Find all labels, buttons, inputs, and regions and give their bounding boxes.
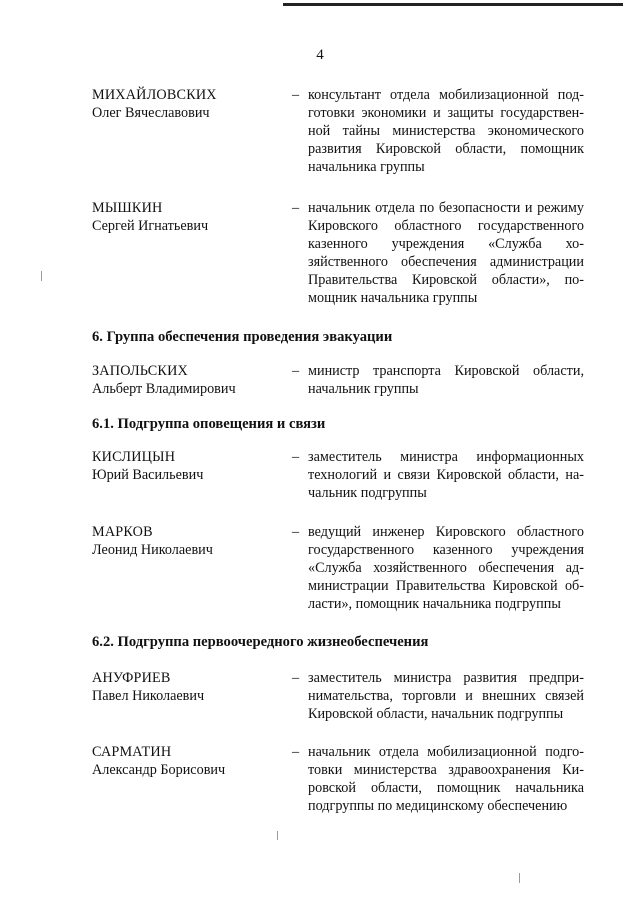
list-item [92, 743, 584, 815]
position-description: заместитель министра информационных технологий и связи Кировской области, начальник подгруппы [308, 449, 584, 501]
person-name [92, 448, 292, 484]
given-name: Олег Вячеславович [92, 105, 210, 121]
surname: КИСЛИЦЫН [92, 449, 176, 465]
document-body [92, 86, 584, 815]
section-heading: 6. Группа обеспечения проведения эвакуации [92, 329, 393, 345]
surname: МАРКОВ [92, 524, 153, 540]
dash-separator: – [292, 524, 300, 540]
section-heading: 6.2. Подгруппа первоочередного жизнеобеспечения [92, 634, 429, 650]
given-name: Юрий Васильевич [92, 467, 204, 483]
surname: МЫШКИН [92, 200, 163, 216]
surname: ЗАПОЛЬСКИХ [92, 363, 188, 379]
dash-separator: – [292, 449, 300, 465]
person-name [92, 743, 292, 779]
person-name [92, 199, 292, 235]
position-description: начальник отдела мобилизационной подготовки министерства здравоохранения Кировской области, помощник начальника подгруппы по медицинскому обеспечению [308, 744, 584, 814]
surname: САРМАТИН [92, 744, 172, 760]
person-name [92, 523, 292, 559]
person-name [92, 362, 292, 398]
dash-separator: – [292, 363, 300, 379]
given-name: Павел Николаевич [92, 688, 205, 704]
list-item [92, 199, 584, 307]
section-heading: 6.1. Подгруппа оповещения и связи [92, 416, 326, 432]
dash-separator: – [292, 744, 300, 760]
list-item [92, 362, 584, 398]
dash-separator: – [292, 87, 300, 103]
position-description: консультант отдела мобилизационной подготовки экономики и защиты государственной тайны министерства экономического развития Кировской области, помощник начальника группы [308, 87, 584, 175]
surname: МИХАЙЛОВСКИХ [92, 87, 217, 103]
given-name: Александр Борисович [92, 762, 226, 778]
dash-separator: – [292, 670, 300, 686]
list-item [92, 448, 584, 502]
position-description: начальник отдела по безопасности и режиму Кировского областного государственного казенного учреждения «Служба хозяйственного обеспечения администрации Правительства Кировской области», помощник начальника группы [308, 200, 584, 306]
position-description: министр транспорта Кировской области, начальник группы [308, 363, 584, 397]
surname: АНУФРИЕВ [92, 670, 171, 686]
list-item [92, 669, 584, 723]
position-description: заместитель министра развития предпринимательства, торговли и внешних связей Кировской области, начальник подгруппы [308, 670, 584, 722]
given-name: Альберт Владимирович [92, 381, 236, 397]
list-item [92, 86, 584, 176]
given-name: Сергей Игнатьевич [92, 218, 209, 234]
position-description: ведущий инженер Кировского областного государственного казенного учреждения «Служба хозяйственного обеспечения администрации Правительства Кировской области», помощник начальника подгруппы [308, 524, 584, 612]
dash-separator: – [292, 200, 300, 216]
person-name [92, 86, 292, 122]
header-rule [283, 3, 623, 6]
list-item [92, 523, 584, 613]
person-name [92, 669, 292, 705]
given-name: Леонид Николаевич [92, 542, 213, 558]
page-number: 4 [316, 47, 324, 63]
